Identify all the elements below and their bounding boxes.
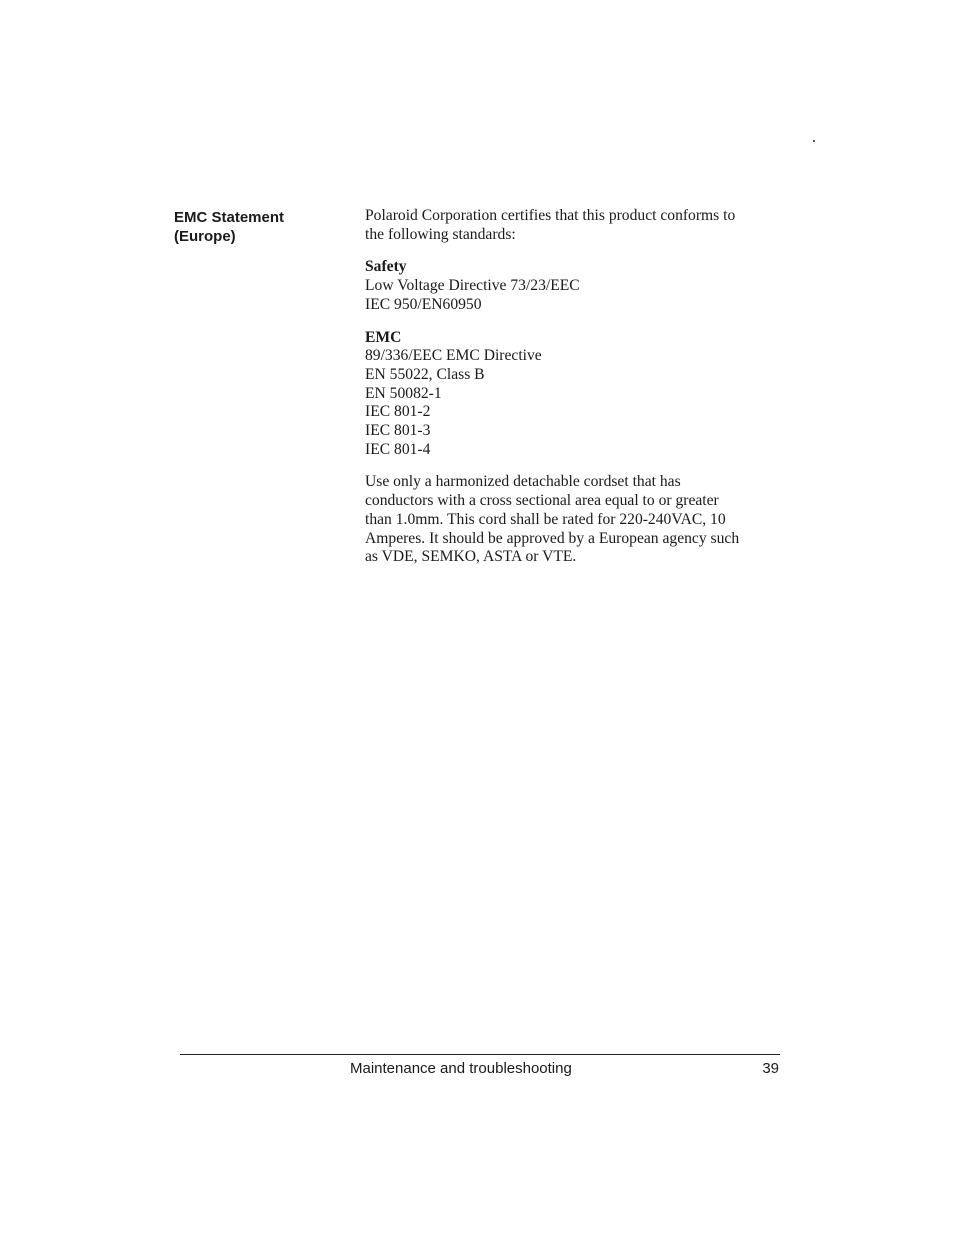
emc-item: EN 50082-1 <box>365 384 442 402</box>
footer-divider <box>180 1054 780 1055</box>
cordset-line: than 1.0mm. This cord shall be rated for 220-240VAC, 10 <box>365 510 726 528</box>
emc-item: IEC 801-2 <box>365 403 431 421</box>
emc-item: IEC 801-4 <box>365 440 431 458</box>
emc-title: EMC <box>365 328 402 346</box>
safety-block <box>365 258 785 314</box>
page-number: 39 <box>762 1060 779 1077</box>
emc-item: EN 55022, Class B <box>365 365 485 383</box>
section-heading-line-2: (Europe) <box>174 228 236 245</box>
body-text <box>365 207 785 581</box>
intro-line: Polaroid Corporation certifies that this product conforms to <box>365 207 736 224</box>
emc-block <box>365 329 785 460</box>
cordset-line: as VDE, SEMKO, ASTA or VTE. <box>365 548 577 566</box>
safety-item: Low Voltage Directive 73/23/EEC <box>365 277 580 295</box>
cordset-line: conductors with a cross sectional area equal to or greater <box>365 492 719 510</box>
footer-chapter-title: Maintenance and troubleshooting <box>350 1060 572 1077</box>
section-heading <box>174 208 344 246</box>
safety-item: IEC 950/EN60950 <box>365 295 482 313</box>
section-heading-line-1: EMC Statement <box>174 209 285 226</box>
safety-title: Safety <box>365 258 407 276</box>
emc-item: IEC 801-3 <box>365 422 431 440</box>
cordset-line: Use only a harmonized detachable cordset that has <box>365 473 681 491</box>
intro-paragraph <box>365 207 785 244</box>
emc-item: 89/336/EEC EMC Directive <box>365 347 542 365</box>
cordset-line: Amperes. It should be approved by a European agency such <box>365 529 740 547</box>
cordset-paragraph <box>365 473 785 567</box>
corner-dot <box>813 140 815 142</box>
intro-line: the following standards: <box>365 225 516 243</box>
